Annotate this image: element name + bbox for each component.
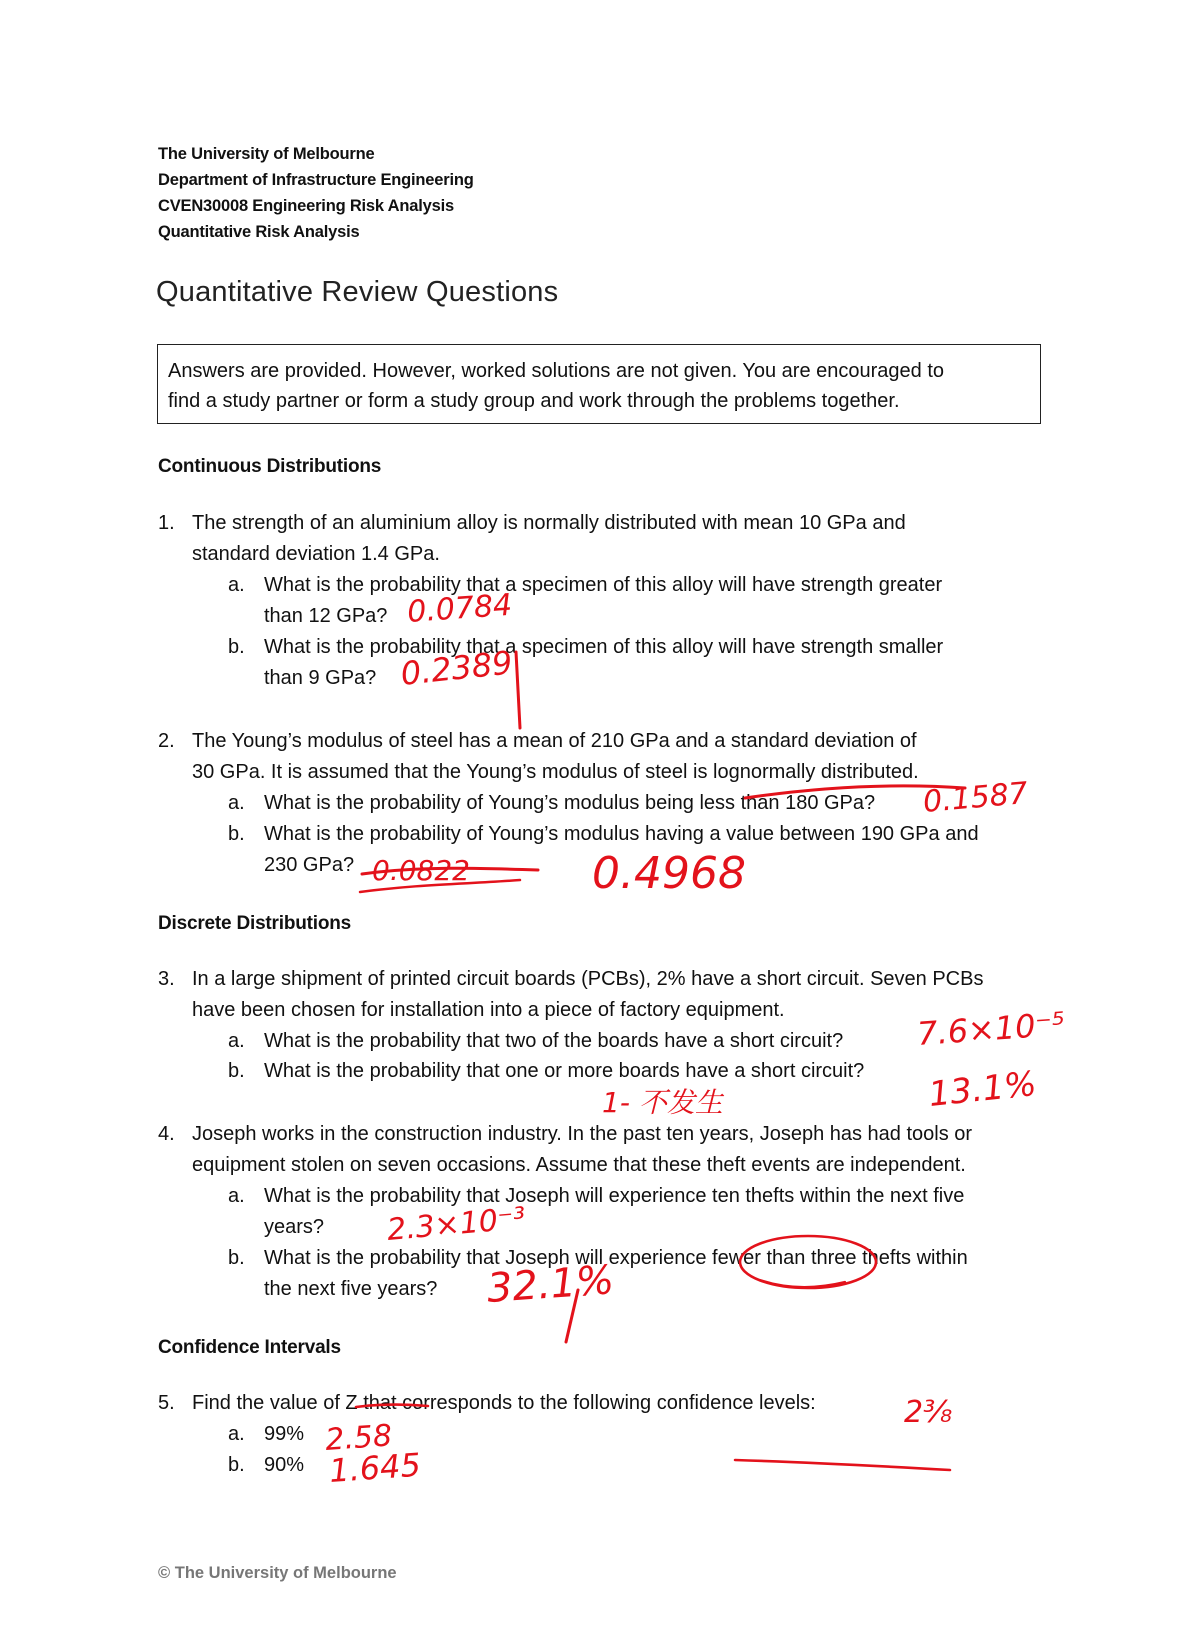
- handwritten-q5a-answer: 2.58: [324, 1418, 394, 1458]
- q2-text-line-1: The Young’s modulus of steel has a mean of 210 GPa and a standard deviation of: [192, 730, 917, 752]
- handwritten-q4a-answer: 2.3×10⁻³: [385, 1200, 528, 1248]
- q4b-label: b.: [228, 1247, 245, 1269]
- q4-text-line-2: equipment stolen on seven occasions. Assume that these theft events are independent.: [192, 1154, 966, 1176]
- q5-number: 5.: [158, 1392, 175, 1414]
- q2b-text-line-2: 230 GPa?: [264, 854, 355, 876]
- footer-copyright: © The University of Melbourne: [158, 1564, 397, 1582]
- q3a-label: a.: [228, 1030, 245, 1052]
- q3-text-line-1: In a large shipment of printed circuit boards (PCBs), 2% have a short circuit. Seven PCBs: [192, 968, 984, 990]
- section-heading-discrete: Discrete Distributions: [158, 913, 352, 934]
- q5b-label: b.: [228, 1454, 245, 1476]
- q2-text-line-2: 30 GPa. It is assumed that the Young’s modulus of steel is lognormally distributed.: [192, 761, 919, 783]
- handwritten-q3b-note: 1- 不发生: [602, 1086, 723, 1119]
- q1b-text-line-1: What is the probability that a specimen of this alloy will have strength smaller: [264, 636, 944, 658]
- q1a-text-line-2: than 12 GPa?: [264, 605, 388, 627]
- q4b-text-line-1: What is the probability that Joseph will experience fewer than three thefts within: [264, 1247, 968, 1269]
- q3a-text-line-1: What is the probability that two of the boards have a short circuit?: [264, 1030, 844, 1052]
- q2-number: 2.: [158, 730, 175, 752]
- q4a-text-line-1: What is the probability that Joseph will experience ten thefts within the next five: [264, 1185, 965, 1207]
- q1b-label: b.: [228, 636, 245, 658]
- q3-text-line-2: have been chosen for installation into a piece of factory equipment.: [192, 999, 785, 1021]
- q4a-text-line-2: years?: [264, 1216, 325, 1238]
- q4-text-line-1: Joseph works in the construction industry. In the past ten years, Joseph has had tools or: [192, 1123, 973, 1145]
- handwritten-q4b-answer: 32.1%: [485, 1257, 616, 1312]
- q5a-label: a.: [228, 1423, 245, 1445]
- handwritten-q4b-stroke: [566, 1290, 578, 1342]
- q1a-text-line-1: What is the probability that a specimen of this alloy will have strength greater: [264, 574, 943, 596]
- q1a-label: a.: [228, 574, 245, 596]
- handwritten-q4b-circle-tail: [760, 1280, 845, 1287]
- notice-line-1: Answers are provided. However, worked solutions are not given. You are encouraged to: [168, 360, 945, 382]
- header-topic: Quantitative Risk Analysis: [158, 223, 360, 241]
- handwritten-q2b-answer: 0.4968: [592, 848, 746, 899]
- section-heading-confidence: Confidence Intervals: [158, 1337, 341, 1358]
- q3b-text-line-1: What is the probability that one or more boards have a short circuit?: [264, 1060, 865, 1082]
- q1-number: 1.: [158, 512, 175, 534]
- handwritten-q1a-answer: 0.0784: [406, 587, 514, 630]
- handwritten-q5-side-note: 2³⁄₈: [904, 1395, 953, 1430]
- q5-text-line-1: Find the value of Z that corresponds to the following confidence levels:: [192, 1392, 816, 1414]
- q2b-label: b.: [228, 823, 245, 845]
- q4-number: 4.: [158, 1123, 175, 1145]
- page-title: Quantitative Review Questions: [156, 276, 559, 308]
- q5b-text-line-1: 90%: [264, 1454, 305, 1476]
- handwritten-q1b-stroke: [516, 652, 520, 728]
- section-heading-continuous: Continuous Distributions: [158, 456, 382, 477]
- q1b-text-line-2: than 9 GPa?: [264, 667, 377, 689]
- q2b-text-line-1: What is the probability of Young’s modulus having a value between 190 GPa and: [264, 823, 979, 845]
- q4a-label: a.: [228, 1185, 245, 1207]
- q2a-text-line-1: What is the probability of Young’s modulus being less than 180 GPa?: [264, 792, 876, 814]
- q3b-label: b.: [228, 1060, 245, 1082]
- q1-text-line-2: standard deviation 1.4 GPa.: [192, 543, 440, 565]
- header-course: CVEN30008 Engineering Risk Analysis: [158, 197, 454, 215]
- header-department: Department of Infrastructure Engineering: [158, 171, 474, 189]
- handwritten-q2a-answer: 0.1587: [921, 775, 1030, 820]
- handwritten-q3b-answer: 13.1%: [926, 1063, 1039, 1115]
- handwritten-q3a-answer: 7.6×10⁻⁵: [915, 1004, 1067, 1053]
- q4b-text-line-2: the next five years?: [264, 1278, 438, 1300]
- notice-line-2: find a study partner or form a study group and work through the problems together.: [168, 390, 900, 412]
- handwritten-q2b-crossed-answer: 0.0822: [372, 854, 470, 887]
- answers-notice-box: [157, 344, 1041, 424]
- handwritten-q2b-strikeout: [362, 868, 538, 874]
- handwritten-q2b-underline: [360, 880, 520, 892]
- q2a-label: a.: [228, 792, 245, 814]
- q3-number: 3.: [158, 968, 175, 990]
- q5a-text-line-1: 99%: [264, 1423, 305, 1445]
- header-university: The University of Melbourne: [158, 145, 375, 163]
- handwritten-q5-long-line: [735, 1460, 950, 1470]
- handwritten-q1b-answer: 0.2389: [398, 643, 515, 693]
- q1-text-line-1: The strength of an aluminium alloy is normally distributed with mean 10 GPa and: [192, 512, 906, 534]
- handwritten-q5b-answer: 1.645: [327, 1445, 422, 1490]
